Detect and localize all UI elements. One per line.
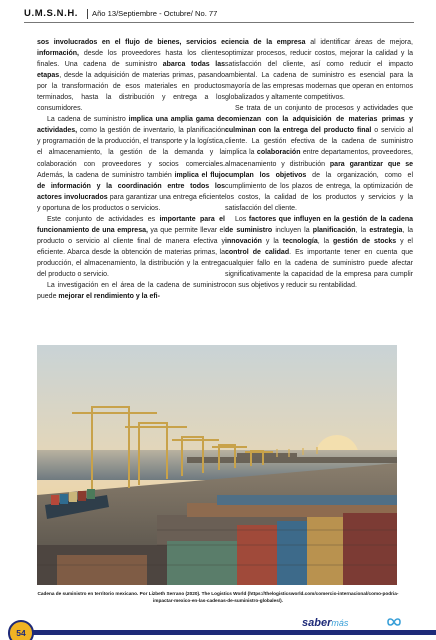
text-run: para garantizar una entrega eficiente y oportuna de los productos o servicios. [37, 193, 225, 212]
text-run: y el [396, 237, 413, 245]
paragraph [37, 114, 225, 213]
page-number-badge [8, 620, 34, 640]
text-run: al identificar áreas de mejora, optimizar procesos, reducir costos, mejorar la calidad y la satisfacción del cliente, así como reducir el impacto ambiental. La cadena de suministro es esencial para la mayoría de las empresas modernas que operan en entornos globalizados y altamente competitivos. [225, 39, 413, 102]
paragraph [37, 37, 225, 114]
bold-text-run: sos involucrados en el flujo de bienes, servicios e información, [37, 39, 225, 58]
bold-text-run: gestión de stocks [333, 237, 397, 245]
text-run: desde los proveedores hasta los clientes finales. Una cadena de suministro [37, 50, 225, 69]
brand-name: saber [302, 617, 332, 629]
page-number: 54 [16, 628, 26, 638]
text-run: de la organización, como el cumplimiento de los plazos de entrega, la optimización de los costos, la calidad de los productos y servicios y la satisfacción del cliente. [225, 171, 413, 212]
issue-info: Año 13/Septiembre - Octubre/ No. 77 [92, 9, 218, 18]
text-run: como la gestión de inventario, la planificación y programación de la producción, el transporte y la logística, el almacenamiento, la gestión de la demanda y la colaboración con proveedores y socios comerciales. Además, la cadena de suministro también [37, 127, 225, 179]
page-footer [0, 616, 436, 640]
bold-text-run: estrategia [369, 226, 403, 234]
bold-text-run: planificación [312, 226, 356, 234]
infinity-logo-icon [386, 614, 402, 630]
brand-suffix: más [331, 618, 349, 628]
paragraph [37, 214, 225, 280]
bold-text-run: colaboración [256, 149, 301, 157]
paragraph [225, 214, 413, 291]
paragraph [37, 280, 225, 302]
bold-text-run: abarca todas las etapas [37, 61, 225, 80]
caption-text: Cadena de suministro en territorio mexicano. Por Lizbeth Serrano (2020). The Logistics World (https://thelogisticsworld.com/comercio-internacional/como-podria-impactar-mexico-en-las-cadenas-de-suministro-globales/). [37, 591, 399, 603]
text-run: Este conjunto de actividades es [47, 215, 160, 223]
text-run: , desde la adquisición de materias primas, pasando por la transformación de esos materiales en productos terminados, hasta la distribución y entrega a los consumidores. [37, 72, 225, 113]
text-run: La investigación en el área de la cadena de suministro puede [37, 282, 225, 301]
paragraph [225, 103, 413, 213]
bold-text-run: ciencia de la empresa [225, 39, 306, 46]
text-run: Se trata de un conjunto de procesos y actividades que [235, 105, 413, 113]
text-run: . Es importante tener en cuenta que cualquier fallo en la cadena de suministro puede afectar significativamente la capacidad de la empresa para cumplir con sus objetivos y reducir su rentabilidad. [225, 248, 413, 290]
text-run: entre departamentos, proveedores, almacenamiento y distribución [225, 149, 413, 168]
journal-title: U.M.S.N.H. [24, 8, 79, 19]
text-run: La cadena de suministro [47, 116, 129, 124]
text-run: , la [317, 237, 334, 245]
left-column [37, 37, 225, 302]
bold-text-run: factores que influyen en la gestión de la cadena de suministro [225, 215, 414, 234]
text-run: incluyen la [272, 226, 313, 234]
figure-caption [37, 590, 399, 604]
right-column [225, 37, 413, 291]
text-run: y la [261, 237, 283, 245]
text-run: , la [355, 226, 370, 234]
bold-text-run: mejorar el rendimiento y la efi- [58, 293, 160, 301]
page-header [24, 8, 414, 20]
bold-text-run: implica una amplia gama de actividades, [37, 116, 225, 135]
bold-text-run: innovación [225, 237, 262, 245]
header-separator [87, 9, 88, 19]
header-rule [24, 22, 414, 23]
bold-text-run: comienzan con la adquisición de materias primas y culminan con la entrega del producto final [225, 116, 413, 135]
bold-text-run: importante para el funcionamiento de una empresa, [37, 215, 225, 234]
footer-bar [32, 630, 436, 635]
bold-text-run: control de calidad [225, 248, 290, 256]
bold-text-run: tecnología [282, 237, 318, 245]
port-photo [37, 345, 397, 585]
text-run: ya que permite llevar el producto o servicio al cliente final de manera efectiva y eficiente. Abarca desde la obtención de materias primas, la producción, el almacenamiento, la distribución y la entrega del producto o servicio. [37, 226, 225, 278]
text-run: o servicio al cliente. La gestión efectiva de la cadena de suministro implica la [225, 127, 413, 157]
bold-text-run: implica el flujo de información y la coordinación entre todos los actores involucrados [37, 171, 225, 201]
text-run: Los [235, 215, 249, 223]
container-port-illustration [37, 345, 397, 585]
paragraph [225, 37, 413, 103]
text-run: , la [402, 226, 413, 234]
bold-text-run: para garantizar que se cumplan los objetivos [225, 160, 414, 179]
brand-logo-text [302, 617, 348, 631]
